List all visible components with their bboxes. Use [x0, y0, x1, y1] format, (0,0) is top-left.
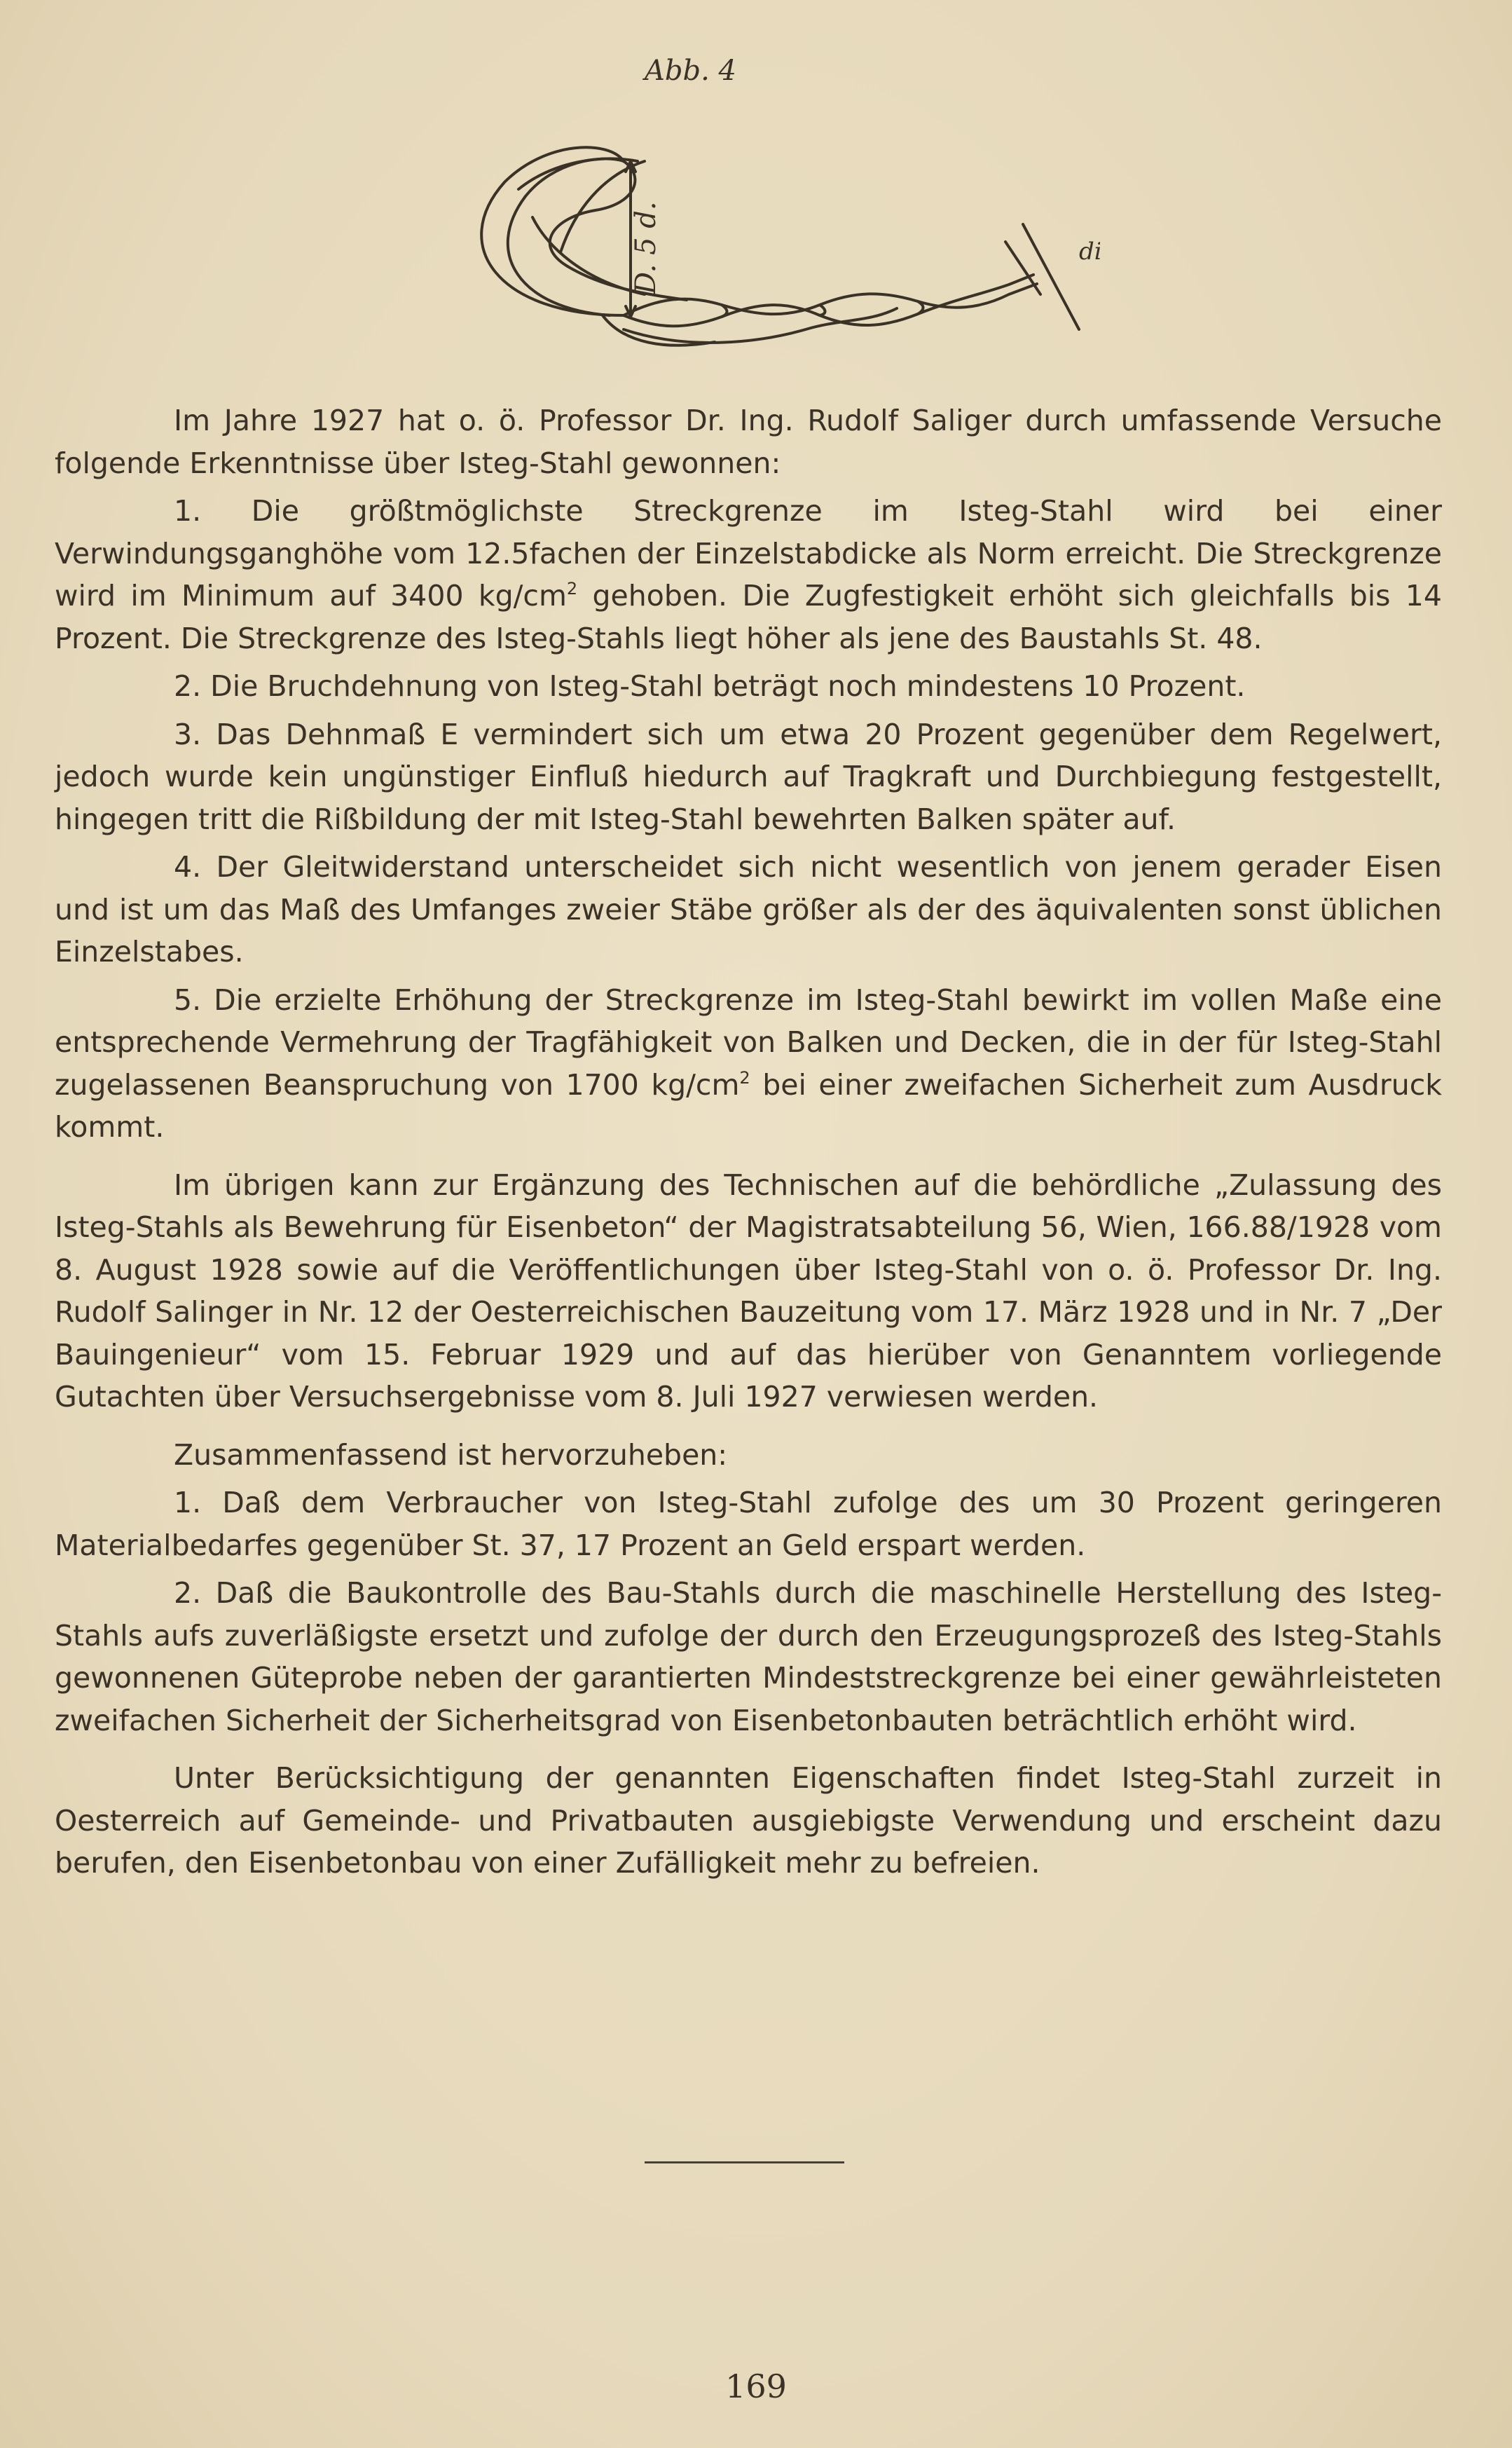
finding-5-sup: 2	[739, 1067, 750, 1088]
figure-caption: Abb. 4	[645, 55, 736, 87]
twisted-bar-drawing	[392, 119, 1100, 385]
finding-3: 3. Das Dehnmaß E vermindert sich um etwa 20 Prozent gegenüber dem Regelwert, jedoch wurde kein ungünstiger Einfluß hiedurch auf Tragkraft und Durchbiegung festgestellt, hingegen tritt die Rißbildung der mit Isteg-Stahl bewehrten Balken später auf.	[55, 717, 1442, 836]
finding-5-text: 5. Die erzielte Erhöhung der Streckgrenze im Isteg-Stahl bewirkt im vollen Maße eine entsprechende Vermehrung der Tragfähigkeit von Balken und Decken, die in der für Isteg-Stahl zugelassenen Beanspruchung von 1700 kg/cm	[55, 983, 1442, 1102]
finding-4: 4. Der Gleitwiderstand unterscheidet sich nicht wesentlich von jenem gerader Eisen und ist um das Maß des Umfanges zweier Stäbe größer als der des äquivalenten sonst üblichen Einzelstabes.	[55, 850, 1442, 969]
summary-2: 2. Daß die Baukontrolle des Bau-Stahls durch die maschinelle Herstellung des Isteg-Stahls aufs zuverläßigste ersetzt und zufolge der durch den Erzeugungsprozeß des Isteg-Stahls gewonnenen Güteprobe neben der garantierten Mindeststreckgrenze bei einer gewährleisteten zweifachen Sicherheit der Sicherheitsgrad von Eisenbetonbauten beträchtlich erhöht wird.	[55, 1576, 1442, 1737]
figure-diameter-label: di	[1079, 238, 1100, 266]
section-divider	[645, 2161, 844, 2163]
finding-1	[55, 490, 1442, 659]
finding-2: 2. Die Bruchdehnung von Isteg-Stahl beträgt noch mindestens 10 Prozent.	[174, 669, 1246, 703]
twisted-bar-figure	[392, 119, 1100, 385]
closing-paragraph: Unter Berücksichtigung der genannten Eigenschaften findet Isteg-Stahl zurzeit in Oesterreich auf Gemeinde- und Privatbauten ausgiebigste Verwendung und erscheint dazu berufen, den Eisenbetonbau von einer Zufälligkeit mehr zu befreien.	[55, 1761, 1442, 1880]
body-text	[55, 399, 1442, 1885]
finding-5	[55, 979, 1442, 1149]
finding-1-text: 1. Die größtmöglichste Streckgrenze im Isteg-Stahl wird bei einer Verwindungsganghöhe vom 12.5fachen der Einzelstabdicke als Norm erreicht. Die Streckgrenze wird im Minimum auf 3400 kg/cm	[55, 494, 1442, 613]
finding-1-text-end: gehoben. Die Zugfestigkeit erhöht sich gleichfalls bis 14 Prozent. Die Streckgrenze des Isteg-Stahls liegt höher als jene des Baustahls St. 48.	[55, 579, 1442, 655]
references-paragraph: Im übrigen kann zur Ergänzung des Technischen auf die behördliche „Zulassung des Isteg-Stahls als Bewehrung für Eisenbeton“ der Magistratsabteilung 56, Wien, 166.88/1928 vom 8. August 1928 sowie auf die Veröffentlichungen über Isteg-Stahl von o. ö. Professor Dr. Ing. Rudolf Salinger in Nr. 12 der Oesterreichischen Bauzeitung vom 17. März 1928 und in Nr. 7 „Der Bauingenieur“ vom 15. Februar 1929 und auf das hierüber von Genanntem vorliegende Gutachten über Versuchsergebnisse vom 8. Juli 1927 verwiesen werden.	[55, 1168, 1442, 1414]
summary-1: 1. Daß dem Verbraucher von Isteg-Stahl zufolge des um 30 Prozent geringeren Materialbedarfes gegenüber St. 37, 17 Prozent an Geld erspart werden.	[55, 1486, 1442, 1562]
finding-1-sup: 2	[566, 579, 578, 599]
intro-paragraph: Im Jahre 1927 hat o. ö. Professor Dr. Ing. Rudolf Saliger durch umfassende Versuche folgende Erkenntnisse über Isteg-Stahl gewonnen:	[55, 404, 1442, 480]
page-number: 169	[725, 2367, 787, 2405]
finding-5-text-end: bei einer zweifachen Sicherheit zum Ausdruck kommt.	[55, 1067, 1442, 1144]
figure-height-label: D. 5 d.	[630, 201, 662, 294]
summary-heading: Zusammenfassend ist hervorzuheben:	[174, 1437, 728, 1472]
